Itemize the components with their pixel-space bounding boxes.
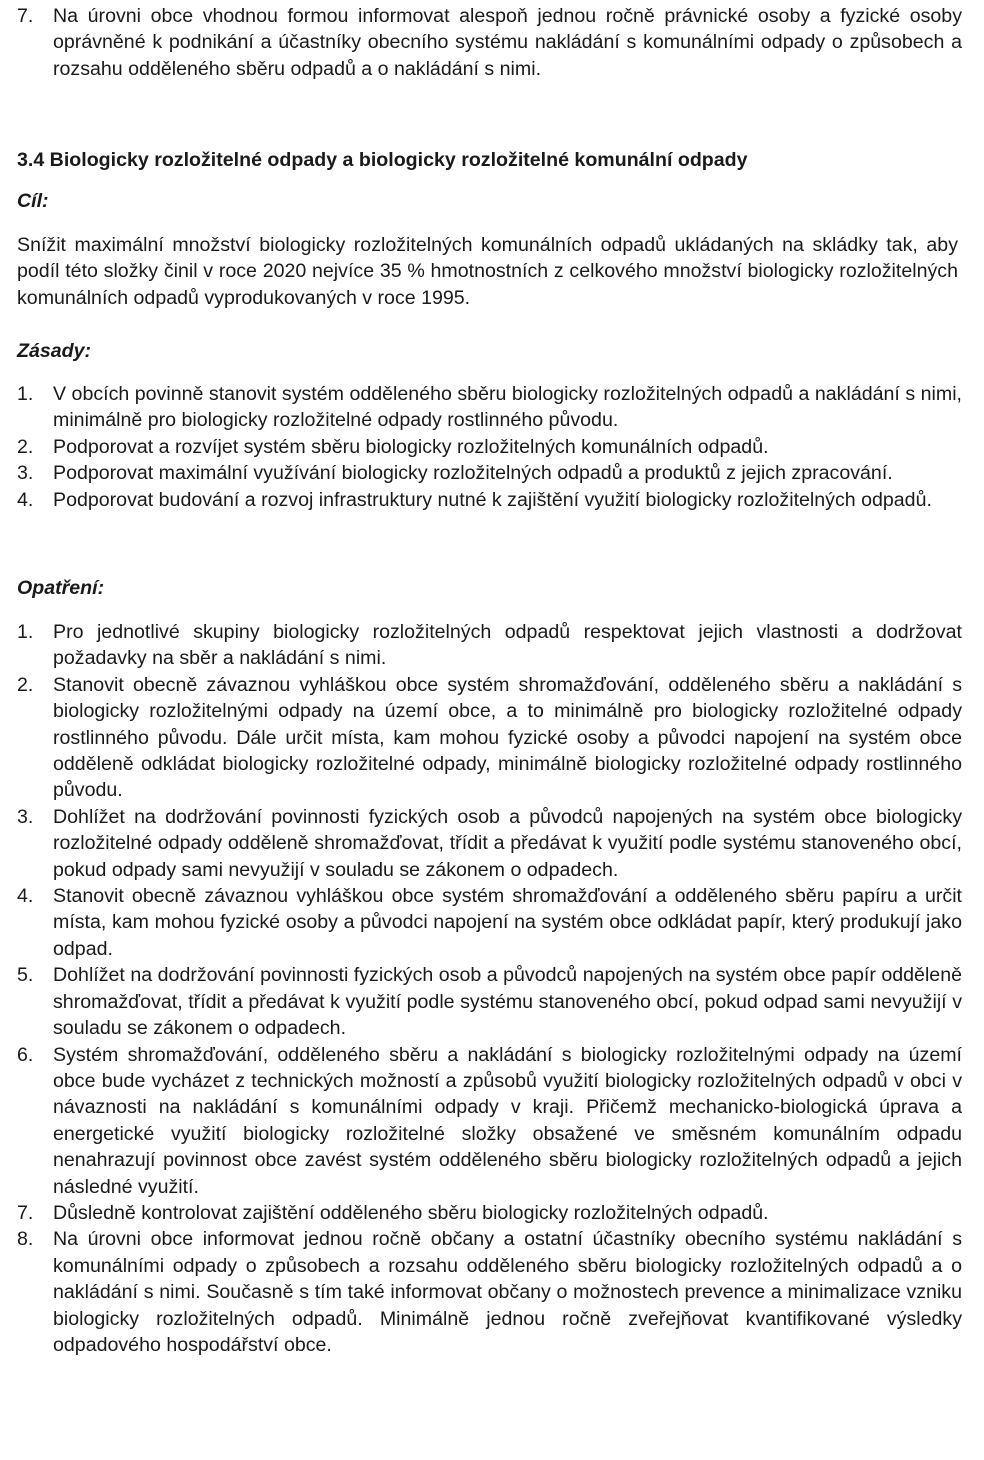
list-item-number: 4. <box>17 885 34 908</box>
list-item-number: 3. <box>17 462 34 485</box>
list-item <box>0 1226 962 1358</box>
principles-label: Zásady: <box>17 340 92 362</box>
list-item <box>0 1042 962 1200</box>
list-item <box>0 1200 962 1226</box>
list-item-number: 5. <box>17 964 34 987</box>
list-item-text: Na úrovni obce vhodnou formou informovat alespoň jednou ročně právnické osoby a fyzické osoby oprávněné k podnikání a účastníky obecního systému nakládání s komunálními odpady o způsobech a rozsahu odděleného sběru odpadů a o nakládání s nimi. <box>53 5 962 80</box>
list-item <box>0 434 962 460</box>
list-item-text: Podporovat budování a rozvoj infrastruktury nutné k zajištění využití biologicky rozložitelných odpadů. <box>53 488 932 511</box>
list-item-number: 6. <box>17 1043 34 1066</box>
list-item <box>0 460 962 486</box>
list-item <box>0 883 962 962</box>
list-item <box>0 619 962 672</box>
list-item-number: 2. <box>17 673 34 696</box>
list-item-number: 3. <box>17 805 34 828</box>
top-measures-list <box>0 3 962 82</box>
goal-label: Cíl: <box>17 190 49 212</box>
list-item <box>0 804 962 883</box>
principles-list <box>0 381 962 513</box>
list-item-text: Podporovat a rozvíjet systém sběru biologicky rozložitelných komunálních odpadů. <box>53 435 769 458</box>
list-item-text: V obcích povinně stanovit systém odděleného sběru biologicky rozložitelných odpadů a nakládání s nimi, minimálně pro biologicky rozložitelné odpady rostlinného původu. <box>53 383 962 432</box>
list-item-number: 7. <box>17 1201 34 1224</box>
list-item-number: 8. <box>17 1228 34 1251</box>
list-item-number: 1. <box>17 383 34 405</box>
list-item-text: Dohlížet na dodržování povinnosti fyzických osob a původců napojených na systém obce biologicky rozložitelné odpady odděleně shromažďovat, třídit a předávat k využití podle systému stanoveného obcí, pokud odpady sami nevyužijí v souladu se zákonem o odpadech. <box>53 805 962 881</box>
list-item-text: Podporovat maximální využívání biologicky rozložitelných odpadů a produktů z jejich zpracování. <box>53 462 893 485</box>
list-item <box>0 381 962 434</box>
list-item-text: Stanovit obecně závaznou vyhláškou obce systém shromažďování a odděleného sběru papíru a určit místa, kam mohou fyzické osoby a původci napojení na systém obce odkládat papír, který produkují jako odpad. <box>53 885 962 960</box>
list-item <box>0 487 962 513</box>
list-item <box>0 962 962 1041</box>
list-item-text: Systém shromažďování, odděleného sběru a nakládání s biologicky rozložitelnými odpady na území obce bude vycházet z technických možností a způsobů využití biologicky rozložitelných odpadů v obci v návaznosti na nakládání s komunálními odpady v kraji. Přičemž mechanicko-biologická úprava a energetické využití biologicky rozložitelné složky obsažené ve směsném komunálním odpadu nenahrazují povinnost obce zavést systém odděleného sběru biologicky rozložitelných odpadů a jejich následné využití. <box>53 1043 962 1198</box>
list-item-text: Stanovit obecně závaznou vyhláškou obce systém shromažďování, odděleného sběru a nakládání s biologicky rozložitelnými odpady na území obce, a to minimálně pro biologicky rozložitelné odpady rostlinného původu. Dále určit místa, kam mohou fyzické osoby a původci napojení na systém obce odděleně odkládat biologicky rozložitelné odpady, minimálně biologicky rozložitelné odpady rostlinného původu. <box>53 673 962 802</box>
list-item-text: Na úrovni obce informovat jednou ročně občany a ostatní účastníky obecního systému nakládání s komunálními odpady o způsobech a rozsahu odděleného sběru biologicky rozložitelných odpadů a o nakládání s nimi. Současně s tím také informovat občany o možnostech prevence a minimalizace vzniku biologicky rozložitelných odpadů. Minimálně jednou ročně zveřejňovat kvantifikované výsledky odpadového hospodářství obce. <box>53 1228 962 1356</box>
list-item-text: Dohlížet na dodržování povinnosti fyzických osob a původců napojených na systém obce papír odděleně shromažďovat, třídit a předávat k využití podle systému stanoveného obcí, pokud odpad sami nevyužijí v souladu se zákonem o odpadech. <box>53 964 962 1040</box>
list-item-number: 7. <box>17 5 34 27</box>
section-title: 3.4 Biologicky rozložitelné odpady a biologicky rozložitelné komunální odpady <box>17 149 748 171</box>
list-item-number: 2. <box>17 435 34 458</box>
goal-text: Snížit maximální množství biologicky rozložitelných komunálních odpadů ukládaných na skládky tak, aby podíl této složky činil v roce 2020 nejvíce 35 % hmotnostních z celkového množství biologicky rozložitelných komunálních odpadů vyprodukovaných v roce 1995. <box>17 234 958 309</box>
list-item <box>0 3 962 82</box>
list-item-number: 1. <box>17 621 34 643</box>
list-item-text: Důsledně kontrolovat zajištění odděleného sběru biologicky rozložitelných odpadů. <box>53 1201 769 1224</box>
list-item-number: 4. <box>17 488 34 511</box>
list-item <box>0 672 962 804</box>
measures-list <box>0 619 962 1358</box>
measures-label: Opatření: <box>17 577 105 599</box>
list-item-text: Pro jednotlivé skupiny biologicky rozložitelných odpadů respektovat jejich vlastnosti a dodržovat požadavky na sběr a nakládání s nimi. <box>53 621 962 670</box>
